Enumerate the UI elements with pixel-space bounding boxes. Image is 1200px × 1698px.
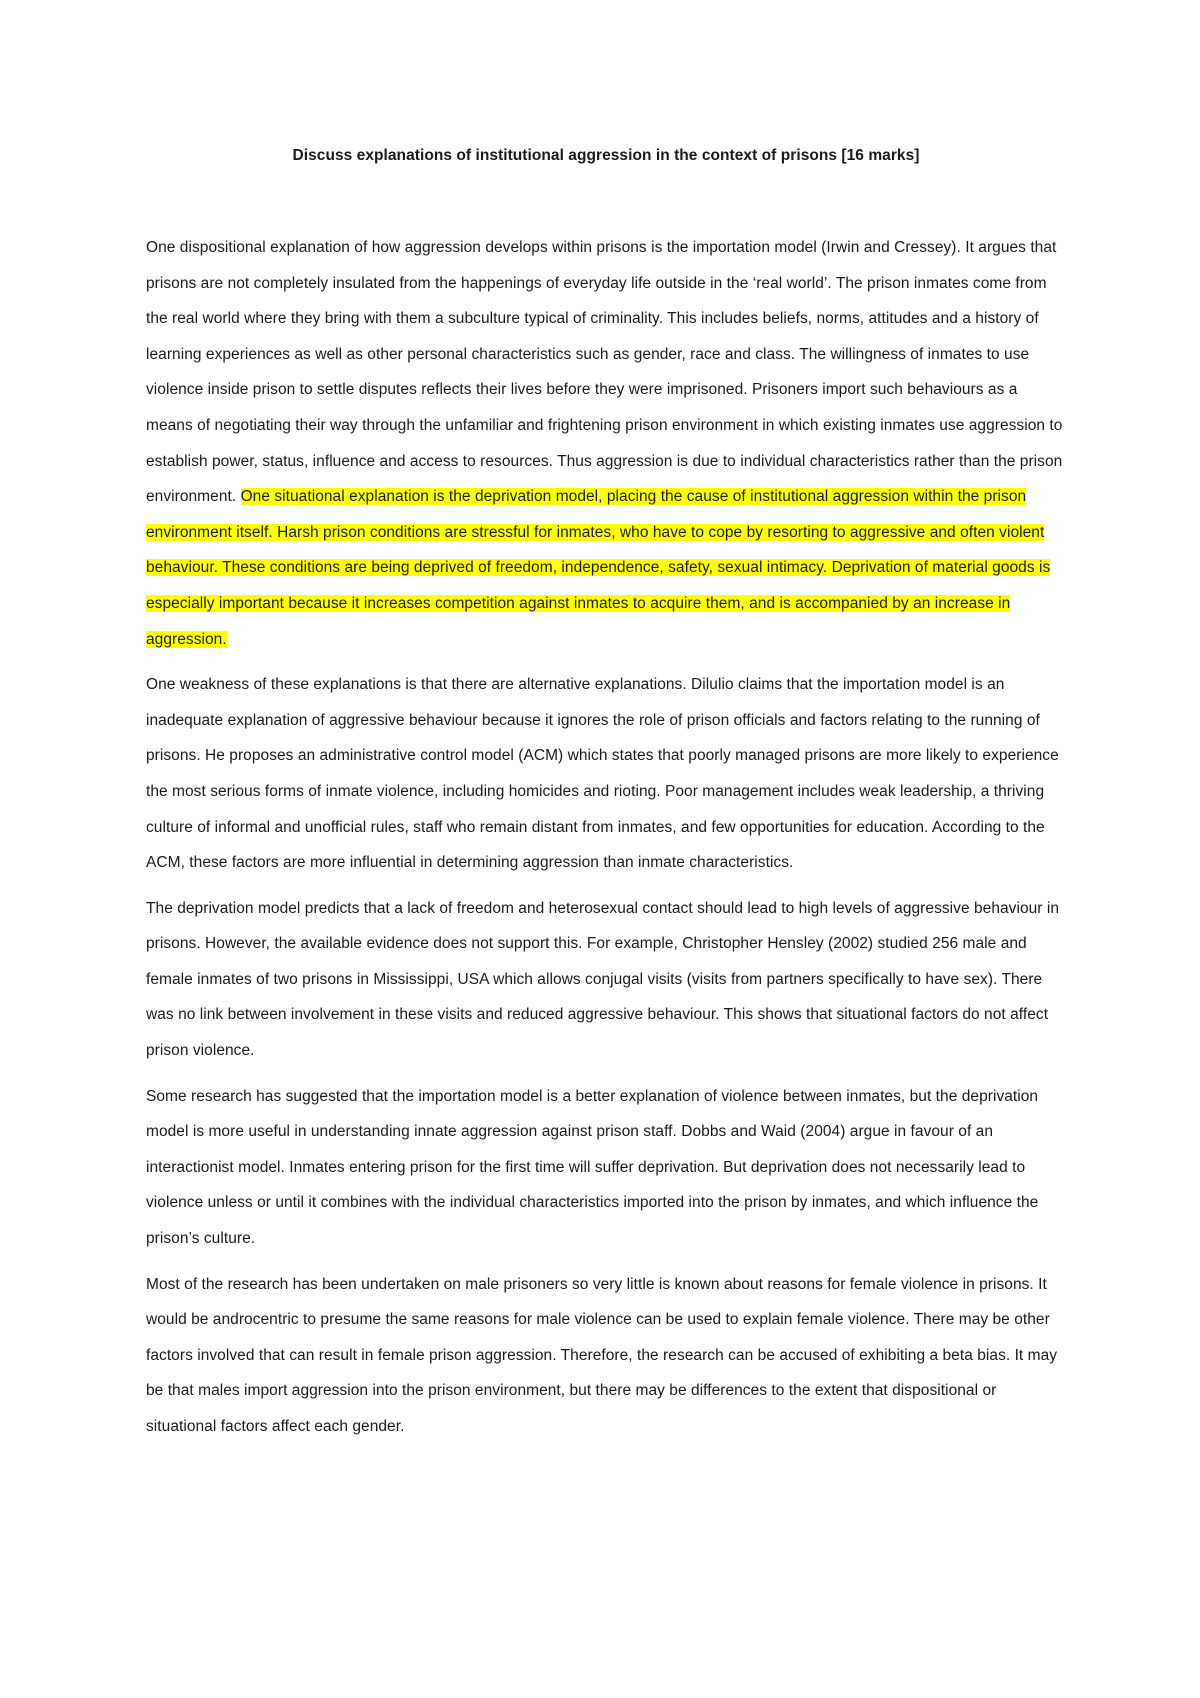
paragraph-deprivation-evidence	[146, 891, 1066, 1069]
paragraph-text: Most of the research has been undertaken on male prisoners so very little is known about reasons for female violence in prisons. It would be androcentric to presume the same reasons for male violence can be used to explain female violence. There may be other factors involved that can result in female prison aggression. Therefore, the research can be accused of exhibiting a beta bias. It may be that males import aggression into the prison environment, but there may be differences to the extent that dispositional or situational factors affect each gender.	[146, 1275, 1058, 1435]
paragraph-text: One dispositional explanation of how aggression develops within prisons is the importation model (Irwin and Cressey). It argues that prisons are not completely insulated from the happenings of everyday life outside in the ‘real world’. The prison inmates come from the real world where they bring with them a subculture typical of criminality. This includes beliefs, norms, attitudes and a history of learning experiences as well as other personal characteristics such as gender, race and class. The willingness of inmates to use violence inside prison to settle disputes reflects their lives before they were imprisoned. Prisoners import such behaviours as a means of negotiating their way through the unfamiliar and frightening prison environment in which existing inmates use aggression to establish power, status, influence and access to resources. Thus aggression is due to individual characteristics rather than the prison environment.	[146, 239, 1063, 506]
paragraph-alternative-explanations	[146, 667, 1066, 881]
paragraph-text: One weakness of these explanations is that there are alternative explanations. Dilulio claims that the importation model is an inadequate explanation of aggressive behaviour because it ignores the role of prison officials and factors relating to the running of prisons. He proposes an administrative control model (ACM) which states that poorly managed prisons are more likely to experience the most serious forms of inmate violence, including homicides and rioting. Poor management includes weak leadership, a thriving culture of informal and unofficial rules, staff who remain distant from inmates, and few opportunities for education. According to the ACM, these factors are more influential in determining aggression than inmate characteristics.	[146, 676, 1059, 872]
document-content	[146, 146, 1066, 1455]
paragraph-importation-deprivation	[146, 230, 1066, 657]
paragraph-gender-bias	[146, 1267, 1066, 1445]
highlighted-text: One situational explanation is the deprivation model, placing the cause of institutional aggression within the prison environment itself. Harsh prison conditions are stressful for inmates, who have to cope by resorting to aggressive and often violent behaviour. These conditions are being deprived of freedom, independence, safety, sexual intimacy. Deprivation of material goods is especially important because it increases competition against inmates to acquire them, and is accompanied by an increase in aggression.	[146, 488, 1051, 648]
paragraph-interactionist-model	[146, 1079, 1066, 1257]
paragraph-text: The deprivation model predicts that a lack of freedom and heterosexual contact should lead to high levels of aggressive behaviour in prisons. However, the available evidence does not support this. For example, Christopher Hensley (2002) studied 256 male and female inmates of two prisons in Mississippi, USA which allows conjugal visits (visits from partners specifically to have sex). There was no link between involvement in these visits and reduced aggressive behaviour. This shows that situational factors do not affect prison violence.	[146, 899, 1060, 1060]
page-title: Discuss explanations of institutional aggression in the context of prisons [16 marks]	[292, 147, 920, 164]
paragraph-text: Some research has suggested that the importation model is a better explanation of violence between inmates, but the deprivation model is more useful in understanding innate aggression against prison staff. Dobbs and Waid (2004) argue in favour of an interactionist model. Inmates entering prison for the first time will suffer deprivation. But deprivation does not necessarily lead to violence unless or until it combines with the individual characteristics imported into the prison by inmates, and which influence the prison’s culture.	[146, 1087, 1039, 1248]
